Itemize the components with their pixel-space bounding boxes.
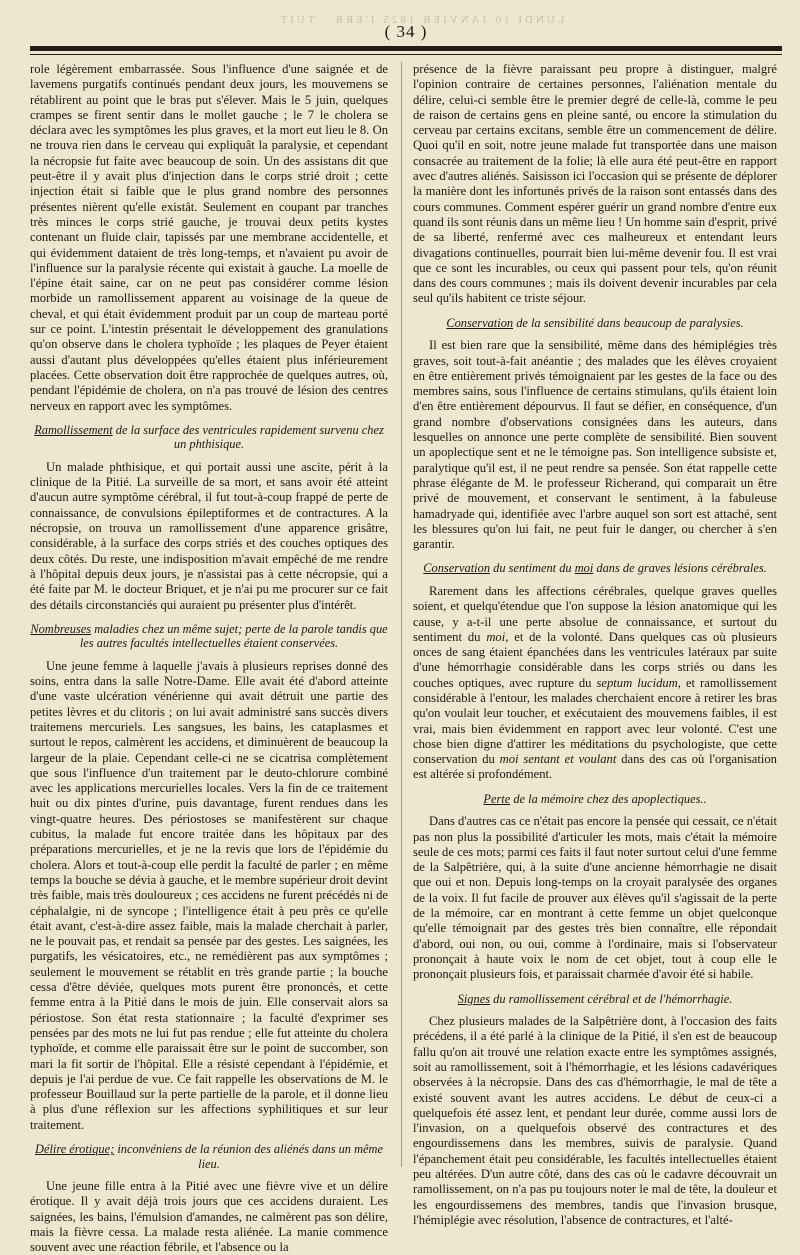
section-heading-signes-ramollissement <box>413 992 777 1007</box>
section-heading-sensibilite <box>413 316 777 331</box>
heading-text: inconvéniens de la réunion des aliénés dans un même lieu. <box>114 1142 383 1171</box>
section-heading-ramollissement <box>30 423 388 452</box>
left-column <box>30 62 388 1255</box>
paragraph-segment: , et de la volonté. Dans quelques cas où plusieurs onces de sang étaient épanchées dans les ventricules latéraux par suite d'une hémorrhagie considérable dans les corps striés ou dans les couches optiques, avec rupture du <box>413 629 777 690</box>
right-column <box>413 62 777 1228</box>
bleed-through-text: LUNDI 10 JANVIER 1825 I'ERR · TUIT <box>277 14 565 26</box>
paragraph-segment: , et ramollissement considérable à l'entour, les malades cherchaient encore à retirer les bras qu'on voulait leur toucher, et exécutaient des mouvemens faibles, il est vrai, mais bien évidemment en rapport avec leur volonté. C'est une chose bien digne d'attirer les méditations du psychologiste, que cette conservation du <box>413 675 777 767</box>
heading-moi: moi <box>574 561 594 576</box>
section-heading-perte-memoire <box>413 792 777 807</box>
heading-text: de la surface des ventricules rapidement survenu chez un phthisique. <box>112 422 384 452</box>
left-paragraph-2: Un malade phthisique, et qui portait aussi une ascite, périt à la clinique de la Pitié. La surveille de sa mort, et sans avoir été atteint d'aucun autre symptôme cérébral, il fut tout-à-coup frappé de perte de connaissance, de convulsions épileptiformes et de contractures. A la nécropsie, on trouva un ramollissement d'une apparence grisâtre, considérable, à la surface des corps striés et des couches optiques des deux côtés. Du reste, une indisposition m'avait empêché de me rendre à l'hôpital depuis deux jours, je n'assistai pas à cette nécropsie, qui a été faite par M. le docteur Briquet, et je n'ai pu me procurer sur ce fait des détails circonstanciés qui auraient pu présenter plus d'intérêt. <box>30 459 388 612</box>
section-heading-sentiment-du-moi <box>413 561 777 576</box>
right-paragraph-4: Dans d'autres cas ce n'était pas encore la pensée qui cessait, ce n'était pas non plus la possibilité d'articuler les mots, mais c'était la mémoire seule de ces mots; parmi ces faits il faut noter surtout celui d'une femme de la Salpêtrière, qui, à la suite d'une ancienne hémorrhagie ne disait que oui et non. Depuis long-temps on la croyait paralysée des organes de la voix. Il fut facile de prouver aux élèves qu'il s'agissait de la perte de la mémoire, car en montrant à cette femme un objet quelconque qu'elle témoignait par des gestes très bien connaître, elle répondait d'abord, oui non, ou oui, comme à l'ordinaire, mais si l'observateur prononçait à haute voix le nom de cet objet, tout à coup elle le prononçait plusieurs fois, et paraissait charmée d'avoir été si habile. <box>413 814 777 982</box>
heading-text: de la sensibilité dans beaucoup de paralysies. <box>513 315 744 330</box>
right-paragraph-1: présence de la fièvre paraissant peu propre à distinguer, malgré l'opinion contraire de certaines personnes, l'aliénation mentale du délire, celui-ci semble être le premier degré de celle-là, comme le peu de raison de certains gens en pleine santé, ou encore la stimulation du cerveau par certains excitans, semble être un commencement de délire. Quoi qu'il en soit, notre jeune malade fut transportée dans une maison consacrée au traitement de la folie; là elle aura été peut-être en rapport avec d'autres aliénés. Saisisson ici l'occasion qui se présente de déplorer la manière dont les infortunés privés de la raison sont entassés dans des cours communes. Comment espérer guérir un grand nombre d'entre eux quand ils sont réunis dans un même lieu ! Un homme sain d'esprit, privé de sa liberté, renfermé avec ces malheureux et entendant leurs divagations continuelles, pourrait bien lui-même devenir fou. Il est vrai que ce sont les incurables, ou ceux qui passent pour tels, qu'on réunit dans des cours communes ; mais ils doivent devenir incurables par cela seul qu'ils habitent ce triste séjour. <box>413 62 777 306</box>
heading-text: du ramollissement cérébral et de l'hémorrhagie. <box>490 991 733 1006</box>
heading-text-end: dans de graves lésions cérébrales. <box>593 561 767 576</box>
heading-underlined-word: Conservation <box>446 315 514 330</box>
page-number: ( 34 ) <box>384 22 428 41</box>
section-heading-delire-erotique <box>30 1142 388 1171</box>
right-paragraph-3 <box>413 584 777 783</box>
left-paragraph-4: Une jeune fille entra à la Pitié avec une fièvre vive et un délire érotique. Il y avait déjà trois jours que ces accidens duraient. Les saignées, les bains, l'émulsion d'amandes, ne calmèrent pas son délire, mais la fièvre cessa. La malade resta aliénée. La manie commence souvent avec une réaction fébrile, et l'absence ou la <box>30 1179 388 1255</box>
paragraph-segment: Rarement dans les affections cérébrales, quelque graves quelles soient, et quelqu'étendue que l'on suppose la lésion anatomique qui les cause, y a-t-il une perte absolue de connaissance, et surtout du sentiment du <box>413 583 777 644</box>
italic-moi-sentant: moi sentant et voulant <box>499 752 617 767</box>
header-rule-thick <box>30 46 782 51</box>
heading-text: maladies chez un même sujet; perte de la parole tandis que les autres facultés intellectuelles étaient conservées. <box>79 621 388 651</box>
heading-underlined-word: Ramollissement <box>34 422 113 437</box>
right-paragraph-2: Il est bien rare que la sensibilité, même dans des hémiplégies très graves, soit tout-à-fait anéantie ; des malades que les élèves croyaient en être entièrement privés témoignaient par les gestes de la face ou des membres sains, sous l'influence de certains stimulans, qu'ils étaient loin d'en être entièrement dépourvus. Il faut se défier, en conséquence, d'un grand nombre d'observations consignées dans les auteurs, dans lesquelles on annonce une perte complète de sensibilité. Bien souvent un apoplectique sent et ne le témoigne pas. Son intelligence subsiste et, paralytique qu'il est, il ne peut rendre sa pensée. Son état rappelle cette phrase élégante de M. le professeur Richerand, qui comparait un être privé de mouvement, et conservant le sentiment, à la fabuleuse hamadryade qui, identifiée avec l'arbre auquel son sort est attaché, sent les blessures qu'on lui fait, ne peut fuir le danger, ou chercher à s'en garantir. <box>413 338 777 552</box>
italic-moi: moi <box>486 629 506 644</box>
heading-underlined-word: Perte <box>483 791 511 806</box>
heading-text: du sentiment du <box>490 561 575 576</box>
right-paragraph-5: Chez plusieurs malades de la Salpêtrière dont, à l'occasion des faits précédens, il a été parlé à la clinique de la Pitié, il s'en est de beaucoup fallu qu'on ait trouvé une relation exacte entre les symptômes assignés, soit au ramollissement, soit à l'hémorrhagie, et les lésions cadavériques observées à la nécropsie. Dans des cas d'hémorrhagie, le mal de tête a existé souvent avant les autres accidens. Le début de ceux-ci a quelquefois été assez lent, et pendant leur durée, comme aussi lors de l'invasion, on a quelquefois observé des contractures et des engourdissemens dans les membres, suivis de paralysie. Quand l'épanchement était peu considérable, les facultés intellectuelles étaient peu altérées. D'un autre côté, dans des cas où le cadavre découvrait un ramollissement, on n'a pas pu toujours noter le mal de tête, la douleur et les engourdissemens des membres, tandis que l'invasion brusque, l'hémiplégie avec résolution, l'absence de contractures, et l'alté- <box>413 1014 777 1227</box>
paragraph-segment: dans des cas où l'organisation est altérée si profondément. <box>413 752 777 782</box>
heading-underlined-word: Conservation <box>423 561 491 576</box>
heading-underlined-word: Délire érotique; <box>35 1142 115 1156</box>
left-paragraph-1: role légèrement embarrassée. Sous l'influence d'une saignée et de lavemens purgatifs continués pendant deux jours, les mouvemens se rétablirent au point que le bras put s'élever. Mais le 5 juin, quelques crampes se firent sentir dans le mollet gauche ; le 7 le cholera se déclara avec les symptômes les plus graves, et la mort eut lieu le 8. On ne trouva rien dans le cerveau qui expliquât la paralysie, et cependant la nécropsie fut faite avec beaucoup de soin. Un des assistans dit que peut-être il y avait plus d'injection dans le corps strié droit ; cette injection était si faible que le plus grand nombre des personnes présentes nièrent qu'elle existât. Seulement en coupant par tranches très minces le corps strié gauche, je trouvai deux petits kystes contenant un fluide clair, tapissés par une membrane accidentelle, et qui évidemment dataient de très long-temps, et n'avaient pu avoir de l'influence sur la paralysie récente qui existait à gauche. La moelle de l'épine était saine, car on ne peut pas considérer comme lésion morbide un ramollissement apparent au voisinage de la queue de cheval, et qui était évidemment produit par un coup de marteau porté sur ce point. L'intestin présentait le développement des granulations qu'on observe dans le cholera typhoïde ; les plaques de Peyer étaient aussi d'autant plus développées qu'elles étaient plus inférieurement placées. Cette observation doit être rapprochée de quelques autres, où, pendant l'épidémie de cholera, on n'a pas trouvé de lésion des centres nerveux en rapport avec les symptômes. <box>30 62 388 413</box>
italic-septum-lucidum: septum lucidum <box>596 675 678 690</box>
section-heading-nombreuses-maladies <box>30 622 388 651</box>
header-rule-thin <box>30 54 782 55</box>
heading-underlined-word: Nombreuses <box>30 621 92 636</box>
heading-underlined-word: Signes <box>457 991 491 1006</box>
page-header <box>30 10 782 46</box>
column-divider <box>401 62 402 1167</box>
heading-text: de la mémoire chez des apoplectiques.. <box>510 791 707 806</box>
left-paragraph-3: Une jeune femme à laquelle j'avais à plusieurs reprises donné des soins, entra dans la salle Notre-Dame. Elle avait été d'abord atteinte d'une vaste ulcération vénérienne qui avait détruit une partie des petites lèvres et du clitoris ; on lui avait administré sans succès divers traitemens mercuriels. Les sangsues, les bains, les cataplasmes et surtout le repos, calmèrent les accidens, et diminuèrent de beaucoup la largeur de la plaie. Cependant celle-ci ne se cicatrisa complètement que sous l'influence d'un traitement par le deuto-chlorure combiné avec les applications mercurielles locales. Vers la fin de ce traitement huit ou dix pintes d'urine, puis davantage, furent rendues dans les vingt-quatre heures. Des périostoses se manifestèrent sur chaque cubitus, la malade fut encore traitée dans les hôpitaux par des préparations mercurielles, et je ne la revis que lors de l'épidémie du cholera. Alors et tout-à-coup elle perdit la faculté de parler ; en même temps la bouche se dévia à gauche, et le membre supérieur droit devint très faible, mais très douloureux ; ces accidens ne furent précédés ni de céphalalgie, ni de syncope ; l'intelligence était à peu près ce qu'elle était avant, c'est-à-dire assez faible, mais la malade cherchait à parler, ne le pouvait pas, et rendait sa pensée par des gestes. Les saignées, les purgatifs, les vésicatoires, etc., ne remédièrent pas aux symptômes ; seulement le mouvement se rétablit en très grande partie ; la bouche cessa d'être déviée, quelques mots purent être prononcés, et cette femme entra à la Pitié dans le mois de juin. Elle conservait alors sa périostose. Son état resta stationnaire ; la faculté d'exprimer ses pensées par des mots ne lui fut pas rendue ; elle fut atteinte du cholera typhoïde, et comme elle paraissait être sur le point de succomber, son mari la fit sortir de l'hôpital. Elle a résisté cependant à l'épidémie, et depuis je l'ai perdue de vue. Ce fait rappelle les observations de M. le professeur Bouillaud sur la perte partielle de la parole, et il donne lieu à plus d'une réflexion sur les affections syphilitiques et sur leur traitement. <box>30 658 388 1132</box>
